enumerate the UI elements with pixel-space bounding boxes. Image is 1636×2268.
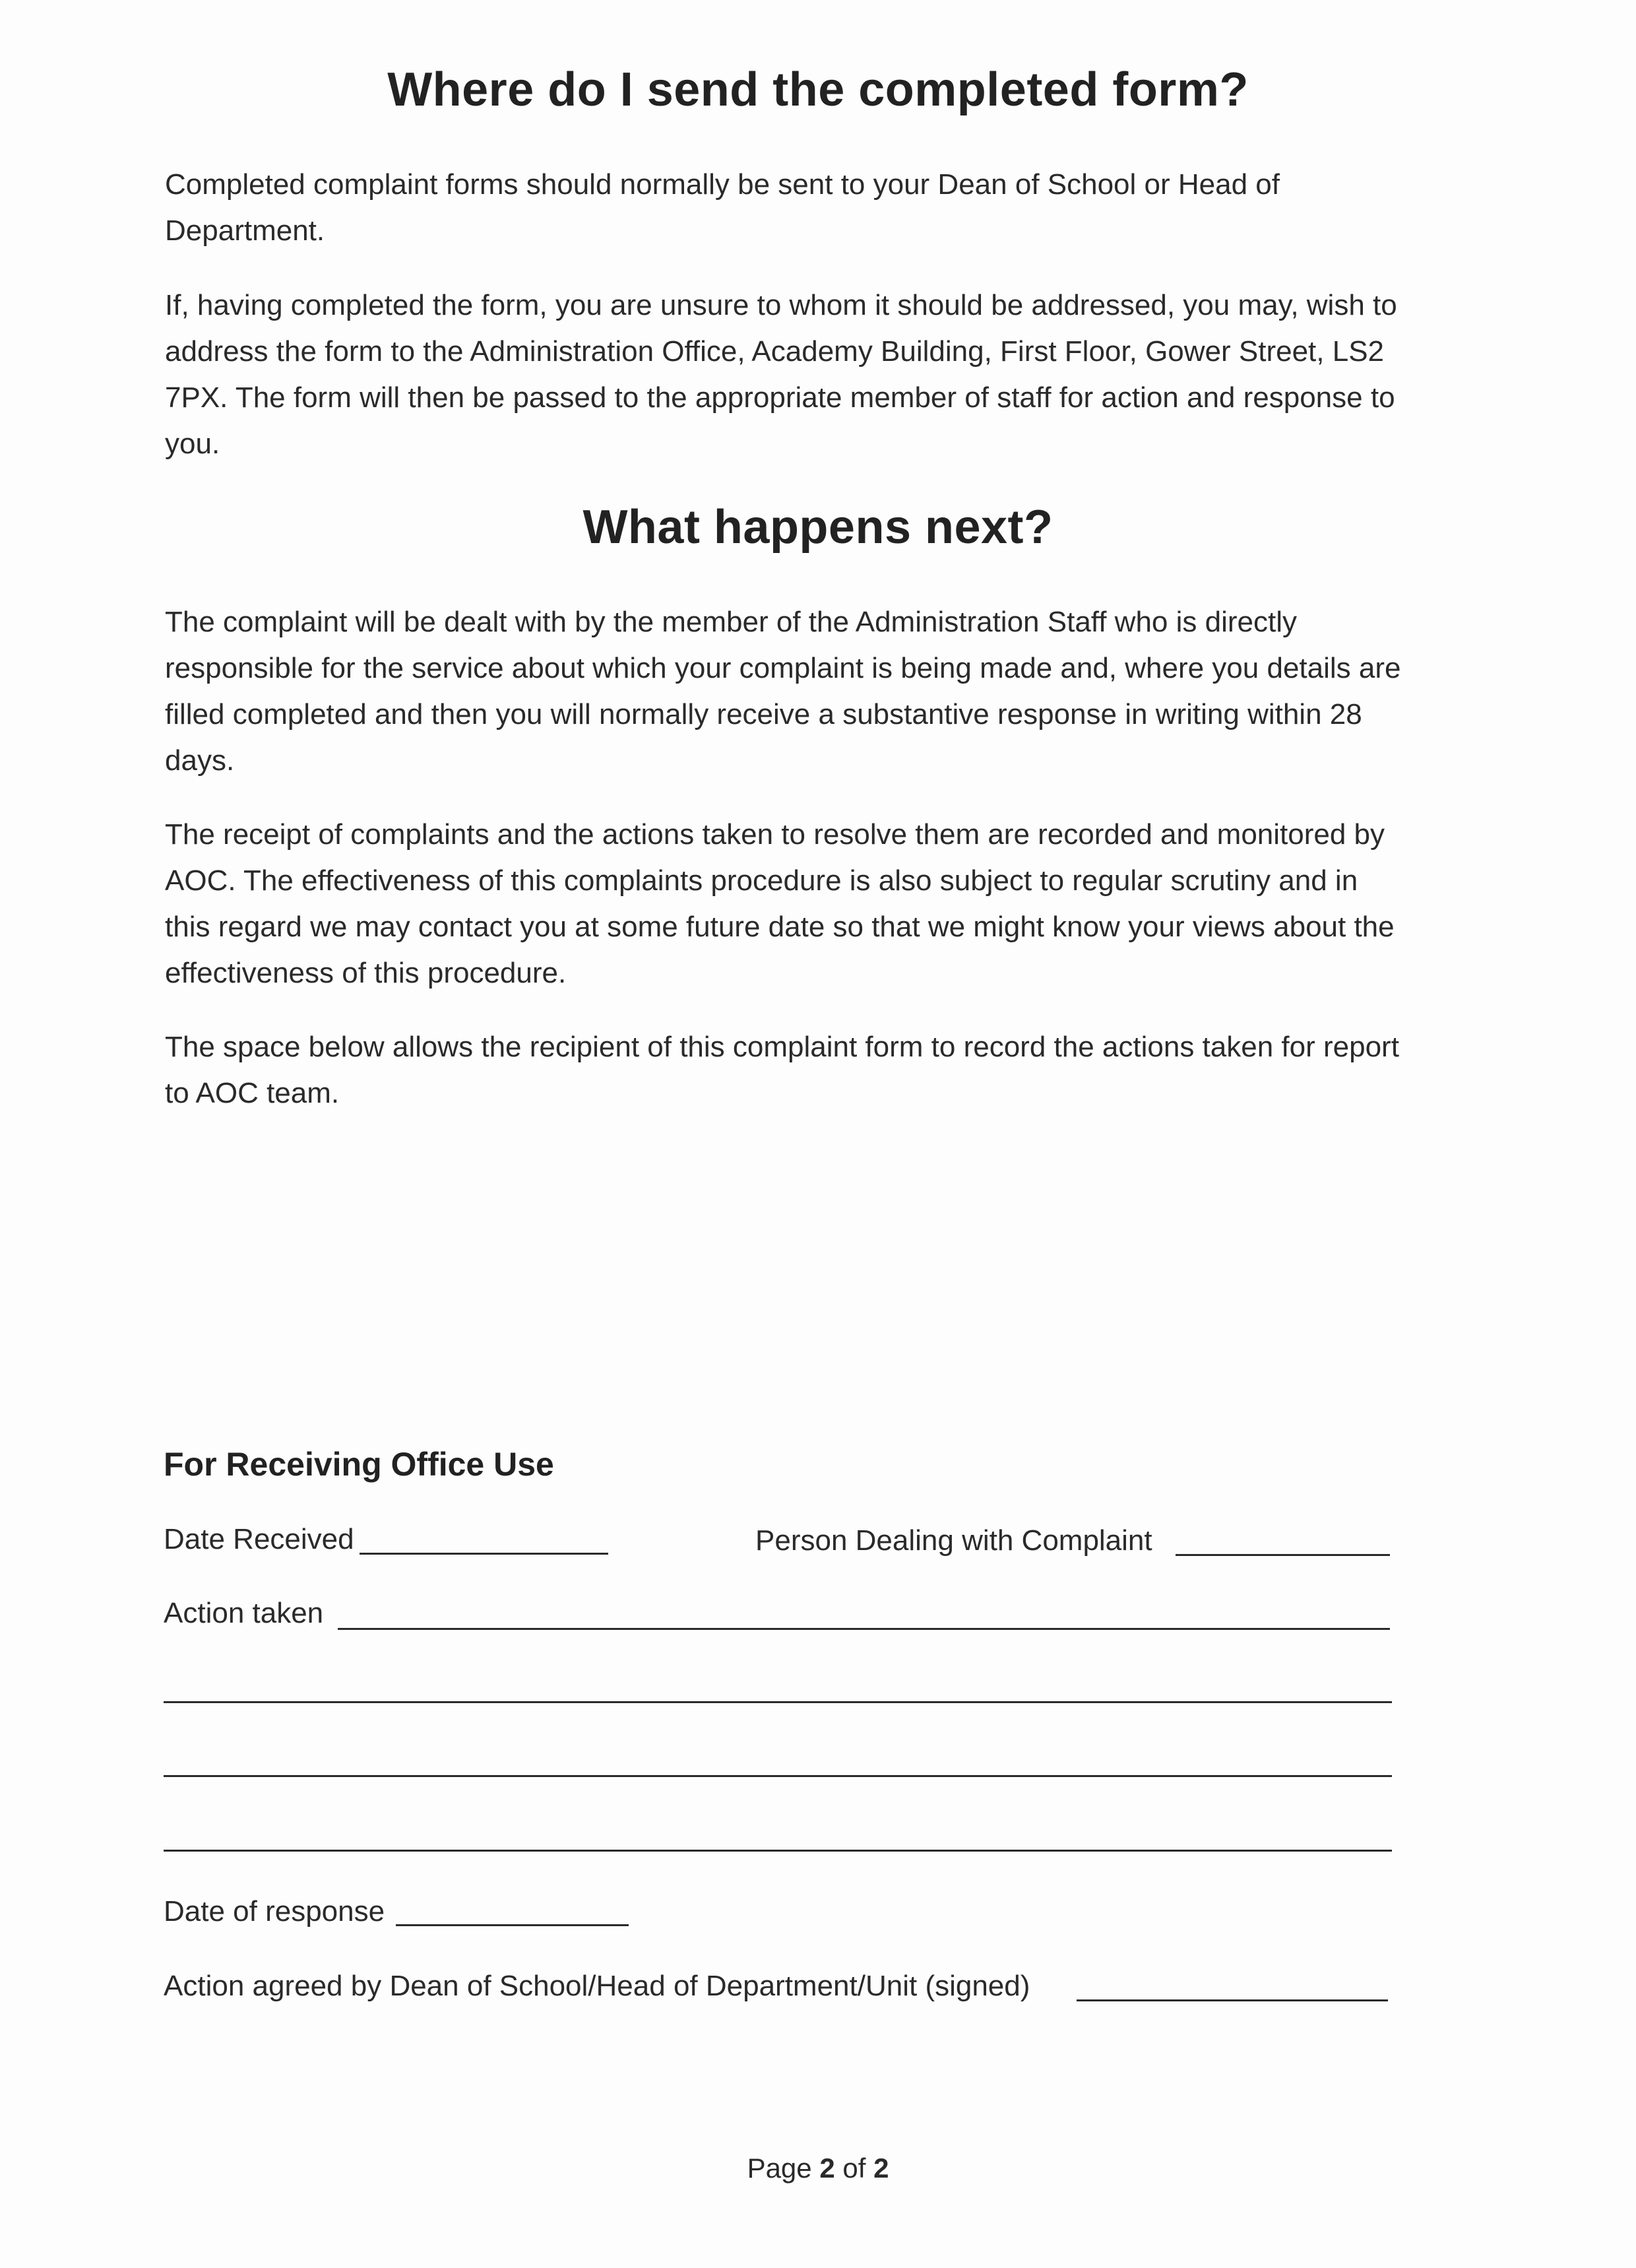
page-total: 2 <box>873 2153 889 2184</box>
date-of-response-field[interactable] <box>396 1924 629 1926</box>
page-word: Page <box>747 2153 812 2184</box>
paragraph-monitoring: The receipt of complaints and the actions taken to resolve them are recorded and monitored by AOC. The effectiveness of this complaints procedure is also subject to regular scrutiny and in this regard we may contact you at some future date so that we might know your views about the effectiveness of this procedure. <box>165 818 1395 989</box>
paragraph-recipient-space: The space below allows the recipient of this complaint form to record the actions taken for report to AOC team. <box>165 1031 1399 1109</box>
page-current: 2 <box>819 2153 835 2184</box>
date-of-response-label: Date of response <box>164 1895 385 1928</box>
heading-what-happens-next: What happens next? <box>582 501 1054 554</box>
paragraph-complaint-handling: The complaint will be dealt with by the member of the Administration Staff who is directly responsible for the service about which your complaint is being made and, where you details are filled completed and then you will normally receive a substantive response in writing within 28 days. <box>165 606 1401 777</box>
action-taken-line-4[interactable] <box>164 1850 1392 1852</box>
paragraph-send-to-dean: Completed complaint forms should normally be sent to your Dean of School or Head of Department. <box>165 168 1280 247</box>
action-taken-field[interactable] <box>338 1628 1390 1630</box>
action-taken-label: Action taken <box>164 1597 324 1629</box>
action-agreed-label: Action agreed by Dean of School/Head of Department/Unit (signed) <box>164 1970 1030 2002</box>
office-use-title: For Receiving Office Use <box>164 1446 554 1483</box>
of-word: of <box>842 2153 866 2184</box>
action-agreed-signature-field[interactable] <box>1077 1999 1388 2001</box>
date-received-label: Date Received <box>164 1523 354 1555</box>
paragraph-unsure-address: If, having completed the form, you are unsure to whom it should be addressed, you may, wish to address the form to the Administration Office, Academy Building, First Floor, Gower Street, LS2 7PX. The form will then be passed to the appropriate member of staff for action and response to you. <box>165 289 1397 460</box>
heading-where-to-send: Where do I send the completed form? <box>387 63 1249 116</box>
person-dealing-field[interactable] <box>1176 1554 1390 1556</box>
person-dealing-label: Person Dealing with Complaint <box>755 1524 1152 1557</box>
page-number <box>0 2153 1636 2184</box>
action-taken-line-2[interactable] <box>164 1701 1392 1703</box>
date-received-field[interactable] <box>360 1553 608 1555</box>
action-taken-line-3[interactable] <box>164 1775 1392 1777</box>
